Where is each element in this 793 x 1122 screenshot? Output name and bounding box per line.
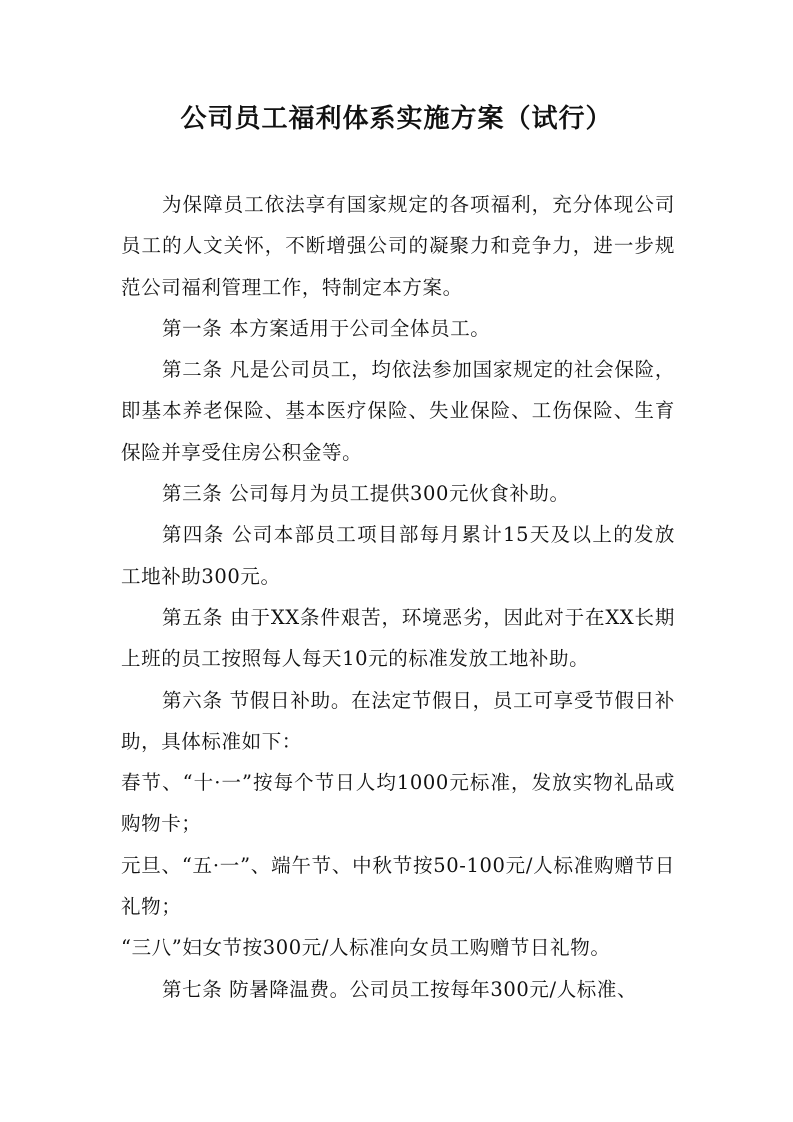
holiday-item-spring-festival: 春节、“十·一”按每个节日人均1000元标准，发放实物礼品或购物卡； [121, 771, 675, 836]
article-1: 第一条 本方案适用于公司全体员工。 [162, 316, 491, 340]
intro-paragraph: 为保障员工依法享有国家规定的各项福利，充分体现公司员工的人文关怀，不断增强公司的凝聚力和竞争力，进一步规范公司福利管理工作，特制定本方案。 [121, 193, 675, 299]
article-2: 第二条 凡是公司员工，均依法参加国家规定的社会保险，即基本养老保险、基本医疗保险、失业保险、工伤保险、生育保险并享受住房公积金等。 [121, 358, 675, 464]
holiday-item-new-year: 元旦、“五·一”、端午节、中秋节按50-100元/人标准购赠节日礼物； [121, 853, 675, 919]
article-5: 第五条 由于XX条件艰苦，环境恶劣，因此对于在XX长期上班的员工按照每人每天10元的标准发放工地补助。 [121, 605, 675, 671]
article-4: 第四条 公司本部员工项目部每月累计15天及以上的发放工地补助300元。 [121, 523, 675, 588]
document-body [121, 184, 675, 1010]
document-title: 公司员工福利体系实施方案（试行） [180, 104, 613, 134]
holiday-item-womens-day: “三八”妇女节按300元/人标准向女员工购赠节日礼物。 [121, 936, 611, 960]
article-3: 第三条 公司每月为员工提供300元伙食补助。 [162, 482, 570, 506]
article-6: 第六条 节假日补助。在法定节假日，员工可享受节假日补助，具体标准如下： [121, 688, 675, 753]
article-7: 第七条 防暑降温费。公司员工按每年300元/人标准、 [162, 977, 638, 1001]
